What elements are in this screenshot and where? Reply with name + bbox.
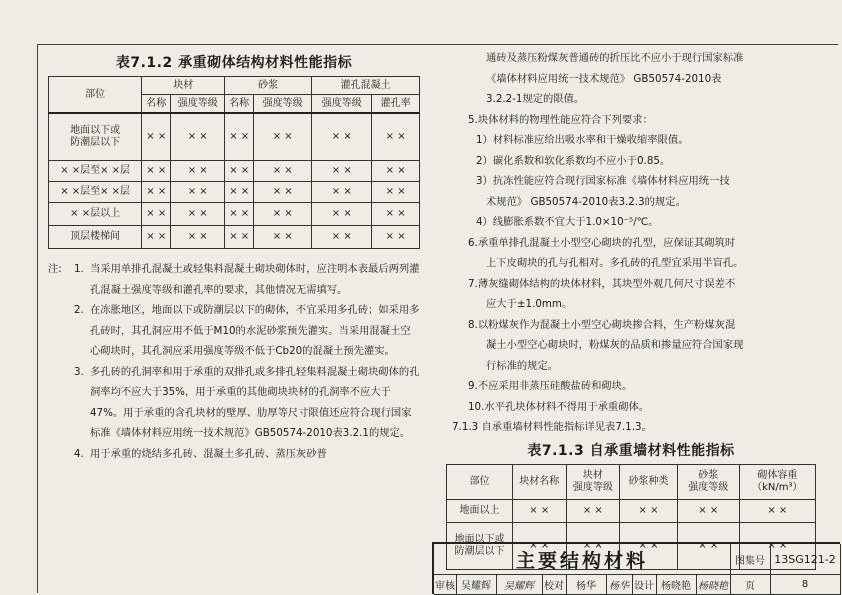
review-label: 审核 xyxy=(434,574,457,595)
item-5-4: 4）线膨胀系数不宜大于1.0×10⁻⁵/℃。 xyxy=(476,216,659,228)
cell: × × xyxy=(372,161,420,182)
header-block: 块材 xyxy=(142,77,225,95)
header-part: 部位 xyxy=(49,77,142,114)
header-strength2: 强度等级 xyxy=(254,95,312,114)
table-7-1-3-title: 表7.1.3 自承重墙材料性能指标 xyxy=(527,442,735,459)
text-line: 《墙体材料应用统一技术规范》 GB50574-2010表 xyxy=(486,72,722,85)
cell: × × xyxy=(142,203,171,226)
text-line: 通砖及蒸压粉煤灰普通砖的折压比不应小于现行国家标准 xyxy=(486,52,744,64)
note-number: 1. xyxy=(74,263,84,275)
note-3 xyxy=(48,362,420,444)
cell: × × xyxy=(171,182,225,203)
cell: × × xyxy=(739,499,815,522)
note-number: 3. xyxy=(74,365,84,378)
item-5-3: 3）抗冻性能应符合现行国家标准《墙体材料应用统一技 xyxy=(476,175,730,187)
table-7-1-2 xyxy=(48,76,420,249)
cell: × × xyxy=(142,161,171,182)
item-8-cont2: 行标准的规定。 xyxy=(486,359,559,372)
notes-block xyxy=(48,259,420,464)
cell: × × xyxy=(312,203,372,226)
design-label: 设计 xyxy=(632,574,657,595)
item-8: 8.以粉煤灰作为混凝土小型空心砌块掺合料，生产粉煤灰混 xyxy=(468,318,736,331)
header-block-strength: 块材 强度等级 xyxy=(566,464,620,499)
item-6-cont: 上下皮砌块的孔与孔相对。多孔砖的孔型宜采用半盲孔。 xyxy=(486,257,744,269)
text-line: 3.2.2-1规定的限值。 xyxy=(486,93,585,105)
row-part: × ×层至× ×层 xyxy=(49,161,142,182)
atlas-label: 图集号 xyxy=(730,544,771,575)
cell: × × xyxy=(312,182,372,203)
cell: × × xyxy=(142,182,171,203)
header-mortar-strength: 砂浆 强度等级 xyxy=(677,464,739,499)
note-text: 用于承重的烧结多孔砖、混凝土多孔砖、蒸压灰砂普 xyxy=(90,447,327,460)
cell: × × xyxy=(372,203,420,226)
header-mortar: 砂浆 xyxy=(225,77,312,95)
reviewer-name: 吴耀辉 xyxy=(456,574,497,595)
cell: × × xyxy=(620,499,678,522)
item-5-2: 2）碳化系数和软化系数均不应小于0.85。 xyxy=(476,154,671,167)
header-grout: 灌孔混凝土 xyxy=(312,77,420,95)
designer-signature: 杨晓艳 xyxy=(696,574,731,595)
cell: × × xyxy=(254,182,312,203)
header-name2: 名称 xyxy=(225,95,254,114)
row-part: 顶层楼梯间 xyxy=(49,226,142,249)
notes-label: 注: xyxy=(48,263,62,275)
cell: × × xyxy=(620,522,678,569)
item-5: 5.块体材料的物理性能应符合下列要求： xyxy=(468,113,653,126)
header-mortar-type: 砂浆种类 xyxy=(620,464,678,499)
item-5-1: 1）材料标准应给出吸水率和干燥收缩率限值。 xyxy=(476,134,689,146)
checker-signature: 杨华 xyxy=(606,574,633,595)
item-7-cont: 应大于±1.0mm。 xyxy=(486,298,573,310)
cell: × × xyxy=(171,203,225,226)
cell: × × xyxy=(739,522,815,569)
header-name: 名称 xyxy=(142,95,171,114)
right-column xyxy=(446,48,816,570)
note-1 xyxy=(48,259,420,300)
cell: × × xyxy=(225,161,254,182)
row-part: × ×层以上 xyxy=(49,203,142,226)
item-5-3-cont: 术规范》 GB50574-2010表3.2.3的规定。 xyxy=(486,195,686,208)
table-7-1-2-title: 表7.1.2 承重砌体结构材料性能指标 xyxy=(115,55,353,71)
item-10: 10.水平孔块体材料不得用于承重砌体。 xyxy=(468,400,650,413)
note-number: 4. xyxy=(74,447,84,460)
cell: × × xyxy=(512,522,566,569)
note-text: 当采用单排孔混凝土或轻集料混凝土砌块砌体时，应注明本表最后两列灌孔混凝土强度等级和灌孔率的要求，其他情况无需填写。 xyxy=(90,263,420,296)
page-number: 8 xyxy=(770,574,841,595)
row-part: 地面以下或 防潮层以下 xyxy=(49,113,142,161)
item-7: 7.薄灰缝砌体结构的块体材料，其块型外观几何尺寸误差不 xyxy=(468,277,736,290)
drawing-title: 主要结构材料 xyxy=(434,544,731,575)
cell: × × xyxy=(312,113,372,161)
cell: × × xyxy=(142,113,171,161)
cell: × × xyxy=(566,499,620,522)
left-column xyxy=(48,52,420,464)
clause-7-1-3: 7.1.3 自承重墙材料性能指标详见表7.1.3。 xyxy=(452,421,652,433)
cell: × × xyxy=(254,226,312,249)
cell: × × xyxy=(225,203,254,226)
item-6: 6.承重单排孔混凝土小型空心砌块的孔型，应保证其砌筑时 xyxy=(468,236,736,249)
cell: × × xyxy=(225,182,254,203)
note-2 xyxy=(48,300,420,362)
checker-name: 杨华 xyxy=(566,574,607,595)
cell: × × xyxy=(677,522,739,569)
atlas-number: 13SG121-2 xyxy=(770,544,841,575)
cell: × × xyxy=(225,113,254,161)
cell: × × xyxy=(254,161,312,182)
cell: × × xyxy=(171,226,225,249)
note-text: 在冻胀地区，地面以下或防潮层以下的砌体，不宜采用多孔砖；如采用多孔砖时，其孔洞应用不低于M10的水泥砂浆预先灌实。当采用混凝土空心砌块时，其孔洞应采用强度等级不低于Cb20的混凝土预先灌实。 xyxy=(90,304,420,357)
cell: × × xyxy=(312,161,372,182)
cell: × × xyxy=(254,113,312,161)
cell: × × xyxy=(171,161,225,182)
cell: × × xyxy=(254,203,312,226)
header-block-name: 块材名称 xyxy=(512,464,566,499)
header-density: 砌体容重 （kN/m³） xyxy=(739,464,815,499)
note-number: 2. xyxy=(74,304,84,316)
cell: × × xyxy=(677,499,739,522)
row-part: 地面以下或 防潮层以下 xyxy=(447,522,513,569)
reviewer-signature: 吴耀辉 xyxy=(496,574,543,595)
item-9: 9.不应采用非蒸压硅酸盐砖和砌块。 xyxy=(468,380,633,392)
header-strength3: 强度等级 xyxy=(312,95,372,114)
cell: × × xyxy=(372,182,420,203)
cell: × × xyxy=(512,499,566,522)
item-8-cont: 凝土小型空心砌块时，粉煤灰的品质和掺量应符合国家现 xyxy=(486,339,744,351)
cell: × × xyxy=(225,226,254,249)
row-part: 地面以上 xyxy=(447,499,513,522)
title-block xyxy=(432,542,840,594)
cell: × × xyxy=(566,522,620,569)
designer-name: 杨晓艳 xyxy=(656,574,697,595)
cell: × × xyxy=(372,113,420,161)
cell: × × xyxy=(142,226,171,249)
check-label: 校对 xyxy=(542,574,567,595)
note-text: 多孔砖的孔洞率和用于承重的双排孔或多排孔轻集料混凝土砌块砌体的孔洞率均不应大于35%，用于承重的其他砌块块材的孔洞率不应大于47%。用于承重的含孔块材的壁厚、肋厚等尺寸限值还应符合现行国家标准《墙体材料应用统一技术规范》GB50574-2010表3.2.1的规定。 xyxy=(90,365,420,439)
page-label: 页 xyxy=(730,574,771,595)
cell: × × xyxy=(171,113,225,161)
header-ratio: 灌孔率 xyxy=(372,95,420,114)
cell: × × xyxy=(312,226,372,249)
cell: × × xyxy=(372,226,420,249)
row-part: × ×层至× ×层 xyxy=(49,182,142,203)
note-4 xyxy=(48,444,420,465)
header-strength: 强度等级 xyxy=(171,95,225,114)
header-part: 部位 xyxy=(447,464,513,499)
